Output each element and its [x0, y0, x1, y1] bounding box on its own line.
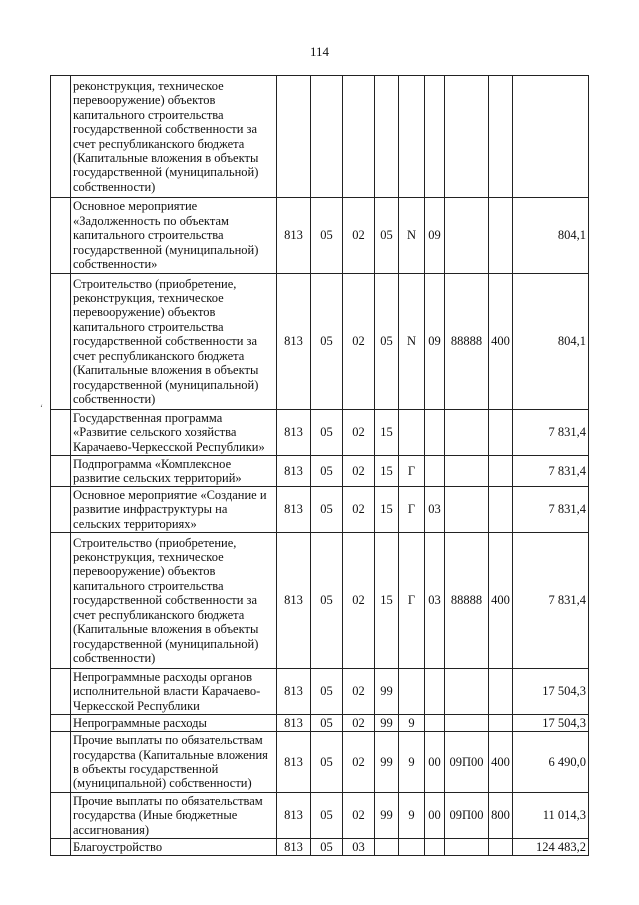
- row-rz: 05: [311, 274, 343, 410]
- blank-cell: [51, 715, 71, 732]
- row-vr: [489, 198, 513, 274]
- row-cs3: [425, 76, 445, 198]
- blank-cell: [51, 669, 71, 715]
- row-rz: 05: [311, 198, 343, 274]
- row-cs3: 00: [425, 732, 445, 793]
- row-cs1: [375, 839, 399, 856]
- row-pr: 02: [343, 410, 375, 456]
- row-cs1: 15: [375, 487, 399, 533]
- row-cs4: 09П00: [445, 732, 489, 793]
- row-pr: 02: [343, 274, 375, 410]
- row-rz: 05: [311, 669, 343, 715]
- row-cs4: [445, 715, 489, 732]
- row-cs4: 88888: [445, 274, 489, 410]
- row-gr: 813: [277, 274, 311, 410]
- row-cs1: 15: [375, 533, 399, 669]
- blank-cell: [51, 76, 71, 198]
- row-cs4: [445, 456, 489, 487]
- row-vr: [489, 715, 513, 732]
- blank-cell: [51, 793, 71, 839]
- blank-cell: [51, 533, 71, 669]
- row-cs3: 03: [425, 533, 445, 669]
- row-gr: 813: [277, 669, 311, 715]
- row-rz: 05: [311, 456, 343, 487]
- row-name: Прочие выплаты по обязательствам государства (Иные бюджетные ассигнования): [71, 793, 277, 839]
- row-rz: 05: [311, 487, 343, 533]
- blank-cell: [51, 410, 71, 456]
- table-row: [51, 274, 589, 410]
- table-row: [51, 410, 589, 456]
- row-cs4: 09П00: [445, 793, 489, 839]
- row-cs4: [445, 487, 489, 533]
- row-cs4: [445, 410, 489, 456]
- row-sum: 804,1: [513, 198, 589, 274]
- row-pr: 02: [343, 732, 375, 793]
- row-cs2: 9: [399, 732, 425, 793]
- row-vr: [489, 456, 513, 487]
- table-row: [51, 456, 589, 487]
- row-vr: 400: [489, 533, 513, 669]
- row-sum: 11 014,3: [513, 793, 589, 839]
- row-cs2: Г: [399, 487, 425, 533]
- table-row: [51, 198, 589, 274]
- row-pr: 03: [343, 839, 375, 856]
- row-gr: 813: [277, 487, 311, 533]
- row-cs1: 05: [375, 198, 399, 274]
- row-name: Основное мероприятие «Задолженность по объектам капитального строительства государственной (муниципальной) собственности»: [71, 198, 277, 274]
- row-cs4: [445, 669, 489, 715]
- row-cs2: [399, 669, 425, 715]
- row-sum: 7 831,4: [513, 456, 589, 487]
- row-cs4: [445, 76, 489, 198]
- row-vr: [489, 839, 513, 856]
- page-number: 114: [309, 44, 330, 59]
- row-cs4: 88888: [445, 533, 489, 669]
- row-cs2: N: [399, 274, 425, 410]
- row-cs2: [399, 76, 425, 198]
- row-vr: [489, 76, 513, 198]
- row-name: Строительство (приобретение, реконструкция, техническое перевооружение) объектов капитального строительства государственной собственности за счет республиканского бюджета (Капитальные вложения в объекты государственной (муниципальной) собственности): [71, 533, 277, 669]
- row-name: реконструкция, техническое перевооружение) объектов капитального строительства государственной собственности за счет республиканского бюджета (Капитальные вложения в объекты государственной (муниципальной) собственности): [71, 76, 277, 198]
- row-rz: 05: [311, 839, 343, 856]
- row-cs4: [445, 198, 489, 274]
- row-rz: [311, 76, 343, 198]
- row-pr: 02: [343, 533, 375, 669]
- row-name: Основное мероприятие «Создание и развитие инфраструктуры на сельских территориях»: [71, 487, 277, 533]
- row-cs1: 99: [375, 793, 399, 839]
- row-cs1: 99: [375, 732, 399, 793]
- row-sum: 7 831,4: [513, 410, 589, 456]
- row-pr: 02: [343, 669, 375, 715]
- row-cs1: 99: [375, 715, 399, 732]
- row-sum: [513, 76, 589, 198]
- blank-cell: [51, 487, 71, 533]
- row-vr: [489, 669, 513, 715]
- row-gr: [277, 76, 311, 198]
- row-rz: 05: [311, 533, 343, 669]
- row-vr: 800: [489, 793, 513, 839]
- blank-cell: [51, 274, 71, 410]
- row-gr: 813: [277, 533, 311, 669]
- blank-cell: [51, 732, 71, 793]
- table-row: [51, 669, 589, 715]
- row-cs3: [425, 839, 445, 856]
- row-gr: 813: [277, 793, 311, 839]
- row-sum: 7 831,4: [513, 533, 589, 669]
- table-row: [51, 732, 589, 793]
- row-vr: 400: [489, 732, 513, 793]
- row-cs1: 15: [375, 456, 399, 487]
- stray-mark: ‘: [40, 403, 43, 413]
- table-row: [51, 793, 589, 839]
- row-pr: 02: [343, 487, 375, 533]
- row-pr: 02: [343, 198, 375, 274]
- row-sum: 6 490,0: [513, 732, 589, 793]
- table-row: [51, 76, 589, 198]
- row-cs2: Г: [399, 533, 425, 669]
- row-cs3: [425, 410, 445, 456]
- row-pr: [343, 76, 375, 198]
- row-cs1: 05: [375, 274, 399, 410]
- row-pr: 02: [343, 793, 375, 839]
- row-name: Прочие выплаты по обязательствам государства (Капитальные вложения в объекты государственной (муниципальной) собственности): [71, 732, 277, 793]
- row-rz: 05: [311, 410, 343, 456]
- blank-cell: [51, 198, 71, 274]
- row-cs2: 9: [399, 793, 425, 839]
- row-name: Непрограммные расходы: [71, 715, 277, 732]
- row-sum: 124 483,2: [513, 839, 589, 856]
- row-cs1: 99: [375, 669, 399, 715]
- row-vr: [489, 410, 513, 456]
- table-row: [51, 839, 589, 856]
- row-cs4: [445, 839, 489, 856]
- row-cs2: 9: [399, 715, 425, 732]
- row-cs3: [425, 456, 445, 487]
- row-cs3: 09: [425, 274, 445, 410]
- row-cs1: 15: [375, 410, 399, 456]
- row-cs1: [375, 76, 399, 198]
- budget-table: [50, 75, 589, 856]
- row-rz: 05: [311, 793, 343, 839]
- row-vr: 400: [489, 274, 513, 410]
- row-cs3: 03: [425, 487, 445, 533]
- row-cs2: Г: [399, 456, 425, 487]
- row-pr: 02: [343, 456, 375, 487]
- row-vr: [489, 487, 513, 533]
- row-sum: 804,1: [513, 274, 589, 410]
- row-rz: 05: [311, 732, 343, 793]
- row-sum: 7 831,4: [513, 487, 589, 533]
- row-cs3: [425, 669, 445, 715]
- blank-cell: [51, 839, 71, 856]
- row-cs2: [399, 839, 425, 856]
- row-sum: 17 504,3: [513, 669, 589, 715]
- row-name: Благоустройство: [71, 839, 277, 856]
- row-gr: 813: [277, 410, 311, 456]
- row-cs3: 00: [425, 793, 445, 839]
- row-sum: 17 504,3: [513, 715, 589, 732]
- row-pr: 02: [343, 715, 375, 732]
- row-cs2: [399, 410, 425, 456]
- row-name: Подпрограмма «Комплексное развитие сельских территорий»: [71, 456, 277, 487]
- row-gr: 813: [277, 456, 311, 487]
- row-name: Государственная программа «Развитие сельского хозяйства Карачаево-Черкесской Республики»: [71, 410, 277, 456]
- row-gr: 813: [277, 839, 311, 856]
- row-name: Непрограммные расходы органов исполнительной власти Карачаево-Черкесской Республики: [71, 669, 277, 715]
- table-row: [51, 533, 589, 669]
- row-cs2: N: [399, 198, 425, 274]
- table-row: [51, 715, 589, 732]
- row-rz: 05: [311, 715, 343, 732]
- table-row: [51, 487, 589, 533]
- row-gr: 813: [277, 198, 311, 274]
- row-gr: 813: [277, 715, 311, 732]
- row-cs3: [425, 715, 445, 732]
- blank-cell: [51, 456, 71, 487]
- row-cs3: 09: [425, 198, 445, 274]
- row-name: Строительство (приобретение, реконструкция, техническое перевооружение) объектов капитального строительства государственной собственности за счет республиканского бюджета (Капитальные вложения в объекты государственной (муниципальной) собственности): [71, 274, 277, 410]
- row-gr: 813: [277, 732, 311, 793]
